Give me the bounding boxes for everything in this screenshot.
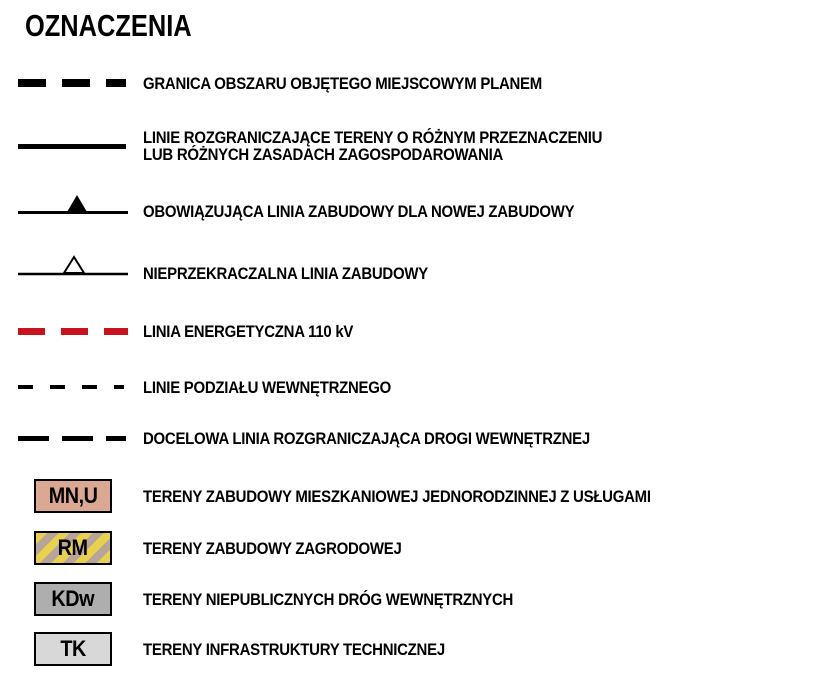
symbol-cell [18,531,128,565]
power-line-red-dashed-icon [18,328,128,335]
legend-row-power-line [0,318,382,344]
open-triangle-line-icon [18,255,128,276]
legend-row-mnu-zone [0,479,720,513]
kdw-zone-swatch [34,582,112,616]
legend-label: TERENY NIEPUBLICZNYCH DRÓG WEWNĘTRZNYCH [143,589,514,609]
symbol-cell [18,436,128,441]
plan-boundary-dashed-line-icon [18,79,126,87]
legend-label: GRANICA OBSZARU OBJĘTEGO MIEJSCOWYM PLANEM [143,73,542,93]
zoning-solid-line-icon [18,144,126,149]
legend-label-line2: LUB RÓŻNYCH ZASADACH ZAGOSPODAROWANIA [143,145,504,164]
legend-row-mandatory-building-line [0,192,633,230]
symbol-cell [18,385,128,389]
mnu-zone-swatch [34,479,112,513]
legend-row-nonexceedable-building-line [0,254,467,292]
rm-zone-swatch [34,531,112,565]
legend-label [143,129,602,163]
legend-label: TERENY ZABUDOWY ZAGRODOWEJ [143,538,402,558]
zone-code: KDw [51,586,95,611]
symbol-cell [18,263,128,284]
legend-label: LINIA ENERGETYCZNA 110 kV [143,321,354,341]
symbol-cell [18,632,128,666]
legend-row-target-road-line [0,425,651,451]
legend-label: TERENY ZABUDOWY MIESZKANIOWEJ JEDNORODZINNEJ Z USŁUGAMI [143,486,651,506]
legend-row-rm-zone [0,531,437,565]
legend-row-tk-zone [0,632,486,666]
symbol-cell [18,201,128,221]
page-title: OZNACZENIA [25,8,192,43]
legend-row-zoning-lines [0,128,665,164]
legend-label: OBOWIĄZUJĄCA LINIA ZABUDOWY DLA NOWEJ ZABUDOWY [143,201,575,221]
legend-row-plan-boundary [0,70,596,96]
symbol-cell [18,328,128,335]
zone-code: TK [60,636,86,661]
zone-code: MN,U [48,483,98,508]
legend-label: DOCELOWA LINIA ROZGRANICZAJĄCA DROGI WEWNĘTRZNEJ [143,428,590,448]
internal-division-dashed-icon [18,385,124,389]
legend-row-internal-division [0,374,425,400]
symbol-cell [18,144,128,149]
target-road-dashed-icon [18,436,126,441]
symbol-cell [18,582,128,616]
zone-code: RM [58,535,88,560]
legend-label: NIEPRZEKRACZALNA LINIA ZABUDOWY [143,263,428,283]
legend-label-line1: LINIE ROZGRANICZAJĄCE TERENY O RÓŻNYM PRZEZNACZENIU [143,128,603,147]
legend-row-kdw-zone [0,582,564,616]
tk-zone-swatch [34,632,112,666]
symbol-cell [18,479,128,513]
legend-label: LINIE PODZIAŁU WEWNĘTRZNEGO [143,377,392,397]
symbol-cell [18,79,128,87]
legend-label: TERENY INFRASTRUKTURY TECHNICZNEJ [143,639,445,659]
filled-triangle-line-icon [18,194,128,214]
